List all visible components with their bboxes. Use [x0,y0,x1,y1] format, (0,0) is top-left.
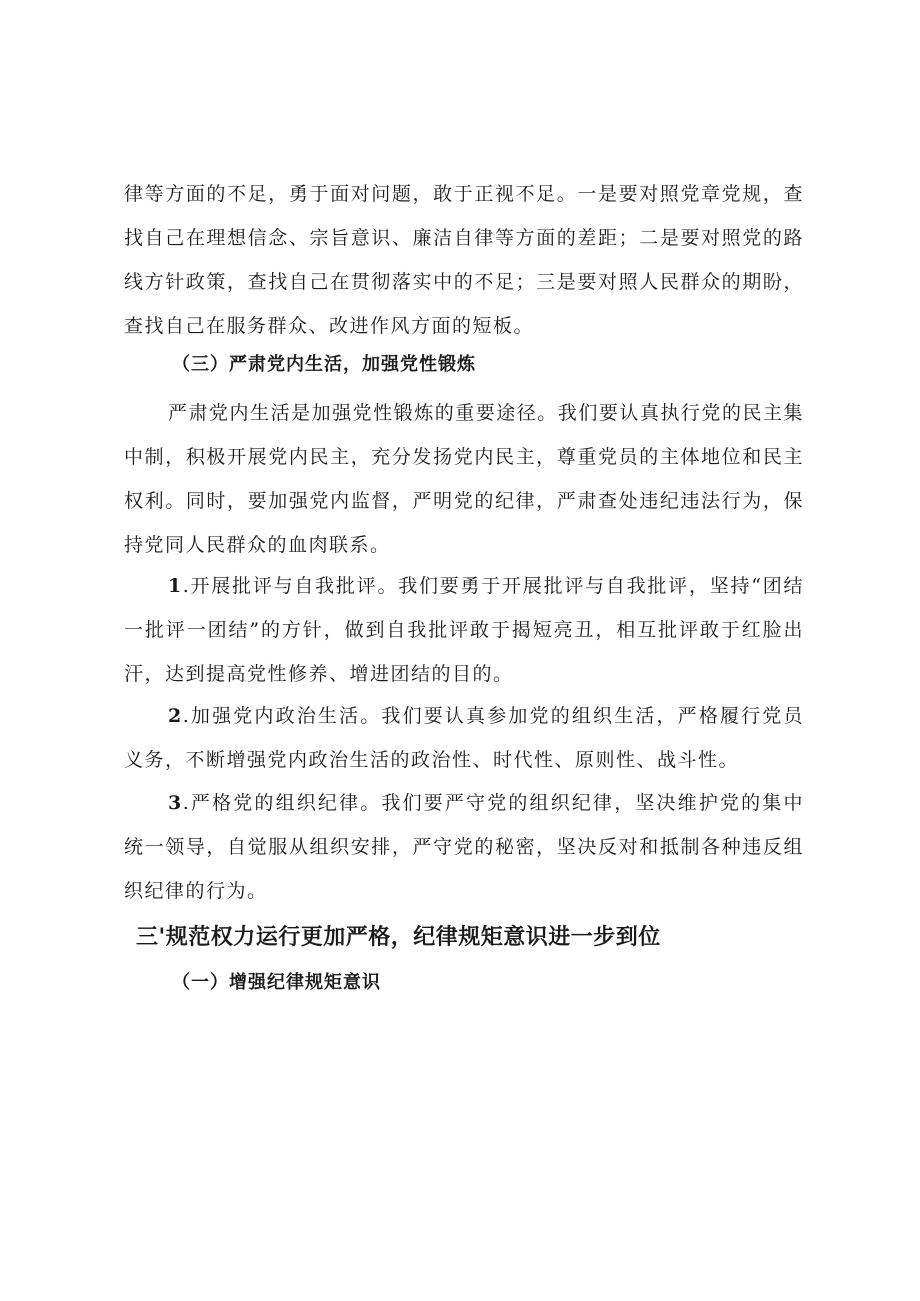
subheading-three: （三）严肃党内生活，加强党性锻炼 [172,354,476,375]
list-item-text: .开展批评与自我批评。我们要勇于开展批评与自我批评，坚持“团结一批评一团结”的方针，做到自我批评敢于揭短亮丑，相互批评敢于红脸出汗，达到提高党性修养、增进团结的目的。 [124,575,804,685]
list-item-discipline [124,781,804,913]
list-item-text: .加强党内政治生活。我们要认真参加党的组织生活，严格履行党员义务，不断增强党内政治生活的政治性、时代性、原则性、战斗性。 [124,705,804,771]
list-item-criticism [124,564,804,696]
list-item-number: 1 [168,575,183,597]
section-title-three: 三'规范权力运行更加严格，纪律规矩意识进一步到位 [136,925,661,950]
list-item-number: 3 [168,792,183,814]
list-item-political-life [124,694,804,782]
subheading-one: （一）增强纪律规矩意识 [172,972,381,993]
list-item-number: 2 [168,705,183,727]
paragraph-party-life: 严肃党内生活是加强党性锻炼的重要途径。我们要认真执行党的民主集中制，积极开展党内民主，充分发扬党内民主，尊重党员的主体地位和民主权利。同时，要加强党内监督，严明党的纪律，严肃查处违纪违法行为，保持党同人民群众的血肉联系。 [124,402,804,556]
list-item-text: .严格党的组织纪律。我们要严守党的组织纪律，坚决维护党的集中统一领导，自觉服从组织安排，严守党的秘密，坚决反对和抵制各种违反组织纪律的行为。 [124,792,804,902]
paragraph-self-examination: 律等方面的不足，勇于面对问题，敢于正视不足。一是要对照党章党规，查找自己在理想信念、宗旨意识、廉洁自律等方面的差距；二是要对照党的路线方针政策，查找自己在贯彻落实中的不足；三是要对照人民群众的期盼，查找自己在服务群众、改进作风方面的短板。 [124,183,804,337]
